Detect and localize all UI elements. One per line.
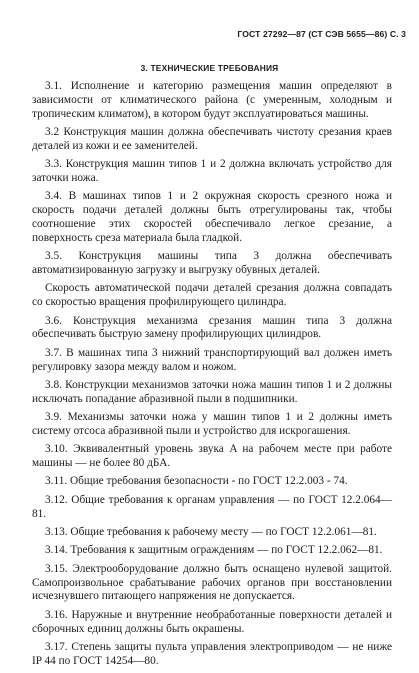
paragraph-3-14: 3.14. Требования к защитным ограждениям — по ГОСТ 12.2.062—81.: [45, 544, 383, 557]
paragraph-3-2: 3.2 Конструкция машин должна обеспечивать чистоту срезания краев деталей из кожи и ее заменителей.: [32, 125, 392, 152]
paragraph-3-5-cont: Скорость автоматической подачи деталей срезания должна совпадать со скоростью вращения профилирующего цилиндра.: [32, 282, 392, 309]
paragraph-3-5: 3.5. Конструкция машины типа 3 должна обеспечивать автоматизированную загрузку и выгрузку обувных деталей.: [32, 250, 392, 276]
paragraph-3-10: 3.10. Эквивалентный уровень звука A на рабочем месте при работе машины — не более 80 дБА.: [32, 443, 392, 470]
paragraph-3-13: 3.13. Общие требования к рабочему месту — по ГОСТ 12.2.061—81.: [45, 526, 377, 539]
paragraph-3-3: 3.3. Конструкция машин типов 1 и 2 должна включать устройство для заточки ножа.: [32, 158, 392, 184]
page-header: ГОСТ 27292—87 (СТ СЭВ 5655—86) С. 3: [237, 29, 406, 39]
paragraph-3-7: 3.7. В машинах типа 3 нижний транспортирующий вал должен иметь регулировку зазора между валом и ножом.: [32, 346, 392, 373]
paragraph-3-6: 3.6. Конструкция механизма срезания машин типа 3 должна обеспечивать быструю замену профилирующих цилиндров.: [32, 314, 392, 341]
paragraph-3-15: 3.15. Электрооборудование должно быть оснащено нулевой защитой. Самопроизвольное срабатывание рабочих органов при восстановлении исчезнувшего питающего напряжения не допускается.: [32, 562, 392, 603]
paragraph-3-9: 3.9. Механизмы заточки ножа у машин типов 1 и 2 должны иметь систему отсоса абразивной пыли и устройство для искрогашения.: [32, 411, 392, 437]
paragraph-3-11: 3.11. Общие требования безопасности - по ГОСТ 12.2.003 - 74.: [45, 475, 348, 488]
paragraph-3-1: 3.1. Исполнение и категорию размещения машин определяют в зависимости от климатического района (с умеренным, холодным и тропическим климатом), в котором будут эксплуатироваться машины.: [32, 80, 392, 120]
document-body: [32, 80, 392, 673]
paragraph-3-12: 3.12. Общие требования к органам управления — по ГОСТ 12.2.064—81.: [32, 493, 392, 520]
paragraph-3-8: 3.8. Конструкции механизмов заточки ножа машин типов 1 и 2 должны исключать попадание абразивной пыли в подшипники.: [32, 378, 392, 405]
section-title: 3. ТЕХНИЧЕСКИЕ ТРЕБОВАНИЯ: [140, 63, 279, 73]
paragraph-3-16: 3.16. Наружные и внутренние необработанные поверхности деталей и сборочных единиц должны быть окрашены.: [32, 608, 392, 635]
paragraph-3-4: 3.4. В машинах типов 1 и 2 окружная скорость срезного ножа и скорость подачи деталей должны быть отрегулированы так, чтобы соотношение этих скоростей обеспечивало легкое срезание, а поверхность среза материала была гладкой.: [32, 190, 392, 244]
paragraph-3-17: 3.17. Степень защиты пульта управления электроприводом — не ниже IP 44 по ГОСТ 14254—80.: [32, 640, 392, 667]
